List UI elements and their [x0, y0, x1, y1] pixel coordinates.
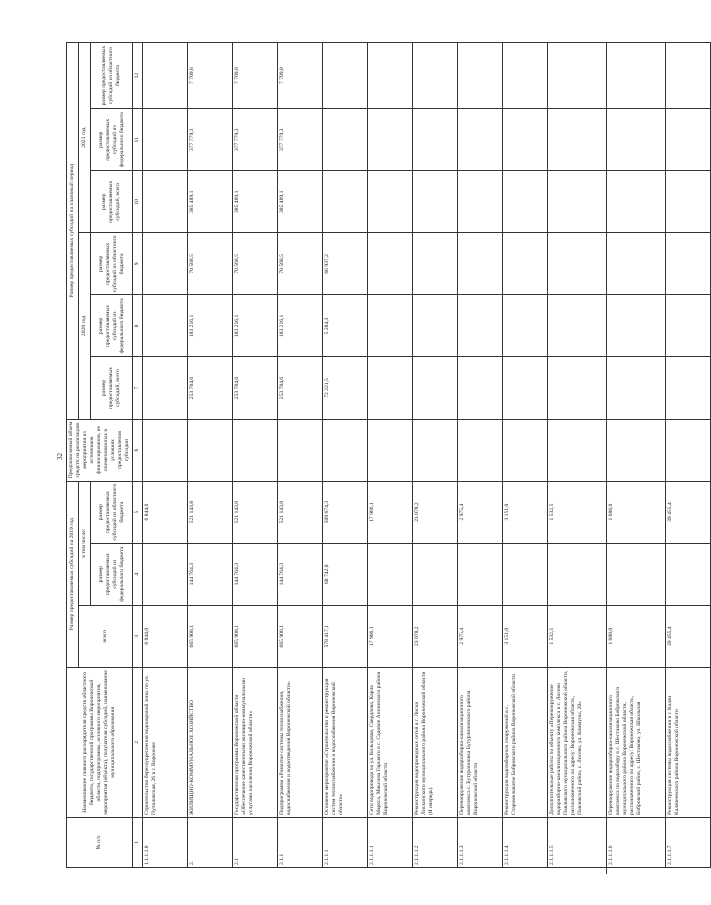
- row-number: 2.1: [232, 817, 277, 867]
- total-2021: [367, 171, 412, 233]
- cofin-value: [367, 419, 412, 481]
- fed-2020: 5 284,3: [322, 295, 367, 357]
- header-including: в том числе:: [79, 481, 91, 605]
- total-2021: [322, 171, 367, 233]
- table-row: [277, 43, 322, 868]
- reg-2021: [606, 43, 665, 109]
- total-2019: 665 908,1: [232, 605, 277, 667]
- total-2019: 6 844,0: [142, 605, 187, 667]
- reg-2021: [457, 43, 502, 109]
- row-number: 2.1.1.1: [322, 817, 367, 867]
- reg-2020: [457, 233, 502, 295]
- reg-2020: [665, 233, 710, 295]
- reg-2019: 1 688,0: [606, 481, 665, 543]
- reg-2020: 66 937,2: [322, 233, 367, 295]
- reg-2019: 509 674,3: [322, 481, 367, 543]
- total-2019: 665 908,1: [277, 605, 322, 667]
- fed-2020: [457, 295, 502, 357]
- table-row: [142, 43, 187, 868]
- total-2020: 253 784,6: [277, 357, 322, 419]
- reg-2021: [367, 43, 412, 109]
- total-2021: [665, 171, 710, 233]
- reg-2021: [142, 43, 187, 109]
- cofin-value: [232, 419, 277, 481]
- header-fed-2019: размер предоставляемых субсидий из федерального бюджета: [91, 543, 132, 605]
- fed-2019: [142, 543, 187, 605]
- total-2019: 3 151,0: [502, 605, 547, 667]
- reg-2021: 7 709,8: [232, 43, 277, 109]
- cofin-value: [665, 419, 710, 481]
- row-number: 2.1.1.1.2: [412, 817, 457, 867]
- row-name: Основное мероприятие «Строительство и реконструкция систем теплоснабжения и водоснабжения Воронежской области»: [322, 667, 367, 817]
- fed-2021: [412, 109, 457, 171]
- fed-2021: [142, 109, 187, 171]
- row-name: Реконструкция водозаборных сооружений в с. Старомеловатое Бобровского района Воронежской области: [502, 667, 547, 817]
- total-2019: 17 966,1: [367, 605, 412, 667]
- fed-2020: [367, 295, 412, 357]
- fed-2020: [665, 295, 710, 357]
- cofin-value: [502, 419, 547, 481]
- reg-2019: 3 151,0: [502, 481, 547, 543]
- total-2021: [412, 171, 457, 233]
- column-index: 6: [132, 419, 142, 481]
- column-index: 9: [132, 233, 142, 295]
- table-row: [232, 43, 277, 868]
- table-row: [322, 43, 367, 868]
- rotated-page: [56, 42, 680, 868]
- fed-2021: 377 779,3: [232, 109, 277, 171]
- column-index: 3: [132, 605, 142, 667]
- total-2019: 665 908,1: [187, 605, 232, 667]
- reg-2020: 70 568,5: [187, 233, 232, 295]
- total-2019: 1 532,5: [547, 605, 606, 667]
- row-name: Государственная программа Воронежской области «Обеспечение качественными жилищно-коммунальными услугами населения Воронежской области»: [232, 667, 277, 817]
- total-2020: [502, 357, 547, 419]
- total-2019: 578 417,1: [322, 605, 367, 667]
- column-index: 11: [132, 109, 142, 171]
- fed-2020: [502, 295, 547, 357]
- row-number: 2.1.1: [277, 817, 322, 867]
- reg-2020: [547, 233, 606, 295]
- column-index: 1: [132, 817, 142, 867]
- fed-2019: 68 742,8: [322, 543, 367, 605]
- table-row: [457, 43, 502, 868]
- header-total-2021: размер предоставляемых субсидий, всего: [91, 171, 132, 233]
- header-year-2021: 2021 год: [79, 43, 91, 233]
- fed-2019: 144 764,3: [232, 543, 277, 605]
- row-number: 2.1.1.1.1: [367, 817, 412, 867]
- column-index: 8: [132, 295, 142, 357]
- row-number: 2.: [187, 817, 232, 867]
- reg-2021: 7 709,8: [187, 43, 232, 109]
- reg-2020: 70 568,5: [277, 233, 322, 295]
- total-2020: [142, 357, 187, 419]
- total-2020: [547, 357, 606, 419]
- fed-2020: [412, 295, 457, 357]
- reg-2019: 39 455,4: [665, 481, 710, 543]
- fed-2019: [367, 543, 412, 605]
- header-num: № п/п: [67, 817, 133, 867]
- header-reg-2020: размер предоставляемых субсидий из областного бюджета: [91, 233, 132, 295]
- row-number: 2.1.1.1.5: [547, 817, 606, 867]
- header-reg-2019: размер предоставляемых субсидий из областного бюджета: [91, 481, 132, 543]
- fed-2021: [502, 109, 547, 171]
- reg-2019: 521 143,8: [277, 481, 322, 543]
- header-fed-2021: размер предоставляемых субсидий из федерального бюджета: [91, 109, 132, 171]
- row-name: Реконструкция водопроводных сетей в г. Лиски Лискинского муниципального района Воронежской области (II очередь): [412, 667, 457, 817]
- fed-2020: 183 216,1: [187, 295, 232, 357]
- fed-2019: 144 764,3: [187, 543, 232, 605]
- total-2020: [606, 357, 665, 419]
- row-number: 1.1.1.1.8: [142, 817, 187, 867]
- reg-2021: [412, 43, 457, 109]
- total-2020: 72 221,5: [322, 357, 367, 419]
- reg-2019: 17 966,1: [367, 481, 412, 543]
- total-2020: [665, 357, 710, 419]
- cofin-value: [547, 419, 606, 481]
- header-name: Наименование главного распорядителя средств областного бюджета, государственной программы Воронежской области, подпрограммы, основного мероприятия, мероприятия (объекта), получателя субсидий, наименование муниципального образования: [67, 667, 133, 817]
- reg-2021: [502, 43, 547, 109]
- total-2019: 39 455,4: [665, 605, 710, 667]
- fed-2020: [547, 295, 606, 357]
- fed-2020: [142, 295, 187, 357]
- cofin-value: [277, 419, 322, 481]
- header-fed-2020: размер предоставляемых субсидий из федерального бюджета: [91, 295, 132, 357]
- row-name: Дополнительные работы по объекту «Перевооружение водоразборно-канализационного комплекса в с. Лосево Павловского муниципального района Воронежской области, расположенного по адресу: Воронежская область, Павловский район, с. Лосево, ул. Коммуны, 20»: [547, 667, 606, 817]
- subsidies-table: [66, 42, 711, 868]
- reg-2021: [322, 43, 367, 109]
- column-index: 2: [132, 667, 142, 817]
- table-row: [665, 43, 710, 868]
- column-index-row: [132, 43, 142, 868]
- total-2019: 23 078,2: [412, 605, 457, 667]
- total-2021: [606, 171, 665, 233]
- total-2020: [457, 357, 502, 419]
- row-name: Строительство берегоукрепления водоохраной зоны по ул. Путиловская, 26 в г. Воронеже: [142, 667, 187, 817]
- cofin-value: [322, 419, 367, 481]
- table-row: [502, 43, 547, 868]
- row-number: 2.1.1.1.7: [665, 817, 710, 867]
- fed-2021: [606, 109, 665, 171]
- reg-2019: 521 143,8: [232, 481, 277, 543]
- total-2020: 253 784,6: [187, 357, 232, 419]
- table-row: [606, 43, 665, 868]
- fed-2019: [665, 543, 710, 605]
- fed-2021: [457, 109, 502, 171]
- row-name: Перевооружение водоразборно-канализационного комплекса с. Бутурлиновка Бутурлиновского района Воронежской области: [457, 667, 502, 817]
- page-number: 32: [56, 453, 64, 460]
- total-2019: 2 975,4: [457, 605, 502, 667]
- total-2020: 253 784,6: [232, 357, 277, 419]
- fed-2020: [606, 295, 665, 357]
- fed-2019: [457, 543, 502, 605]
- column-index: 4: [132, 543, 142, 605]
- fed-2021: [547, 109, 606, 171]
- reg-2019: 1 532,5: [547, 481, 606, 543]
- cofin-value: [412, 419, 457, 481]
- fed-2020: 183 216,1: [232, 295, 277, 357]
- fed-2020: 183 216,1: [277, 295, 322, 357]
- table-row: [412, 43, 457, 868]
- header-total-2019: всего: [79, 605, 133, 667]
- total-2021: 385 489,1: [232, 171, 277, 233]
- column-index: 10: [132, 171, 142, 233]
- reg-2019: 23 078,2: [412, 481, 457, 543]
- column-index: 7: [132, 357, 142, 419]
- reg-2020: [412, 233, 457, 295]
- fed-2019: 144 764,3: [277, 543, 322, 605]
- cofin-value: [457, 419, 502, 481]
- cofin-value: [187, 419, 232, 481]
- cofin-value: [142, 419, 187, 481]
- fed-2021: [665, 109, 710, 171]
- header-plan: Размер предоставляемых субсидий на плановый период: [67, 43, 79, 420]
- fed-2021: [322, 109, 367, 171]
- total-2020: [412, 357, 457, 419]
- fed-2019: [547, 543, 606, 605]
- reg-2020: [142, 233, 187, 295]
- header-reg-2021: размер предоставляемых субсидий из областного бюджета: [91, 43, 132, 109]
- reg-2021: 7 709,8: [277, 43, 322, 109]
- total-2021: [457, 171, 502, 233]
- reg-2020: [606, 233, 665, 295]
- row-number: 2.1.1.1.6: [606, 817, 665, 867]
- reg-2020: 70 568,5: [232, 233, 277, 295]
- header-cofin: Предполагаемый объем средств на реализацию мероприятия из источников финансирования, не поименованных в условиях предоставления субсидии: [67, 419, 133, 481]
- total-2021: 385 489,1: [277, 171, 322, 233]
- header-total-2020: размер предоставляемых субсидий, всего: [91, 357, 132, 419]
- fed-2019: [412, 543, 457, 605]
- header-2019: Размер предоставляемых субсидий на 2019 год: [67, 481, 79, 667]
- row-name: Перевооружение водоразборно-канализационного комплекса по водозабору в с. Шестаково Бобровского муниципального района Воронежской области, расположенного по адресу: Воронежская область, Бобровский район, с. Шестаково, ул. Школьная: [606, 667, 665, 817]
- row-name: Подпрограмма «Развитие системы теплоснабжения, водоснабжения и водоотведения Воронежской области»: [277, 667, 322, 817]
- total-2021: [547, 171, 606, 233]
- total-2020: [367, 357, 412, 419]
- fed-2021: [367, 109, 412, 171]
- column-index: 5: [132, 481, 142, 543]
- total-2021: [142, 171, 187, 233]
- row-name: ЖИЛИЩНО-КОММУНАЛЬНОЕ ХОЗЯЙСТВО: [187, 667, 232, 817]
- cofin-value: [606, 419, 665, 481]
- column-index: 12: [132, 43, 142, 109]
- fed-2019: [502, 543, 547, 605]
- reg-2019: 6 844,0: [142, 481, 187, 543]
- row-name: Реконструкция системы водоснабжения в г. Калач Калачеевского района Воронежской области: [665, 667, 710, 817]
- row-number: 2.1.1.1.4: [502, 817, 547, 867]
- fed-2021: 377 779,3: [187, 109, 232, 171]
- row-name: Сети водопровода по ул. Кольцовая, Свердлова, Карла Маркса, Максима Горького в с. Садовое Аннинского района Воронежской области: [367, 667, 412, 817]
- reg-2021: [547, 43, 606, 109]
- table-row: [187, 43, 232, 868]
- reg-2019: 2 975,4: [457, 481, 502, 543]
- reg-2020: [502, 233, 547, 295]
- header-year-2020: 2020 год: [79, 233, 91, 419]
- fed-2021: 377 779,3: [277, 109, 322, 171]
- footer-rule: [606, 574, 607, 874]
- total-2019: 1 688,0: [606, 605, 665, 667]
- table-row: [367, 43, 412, 868]
- row-number: 2.1.1.1.3: [457, 817, 502, 867]
- reg-2019: 521 143,8: [187, 481, 232, 543]
- reg-2021: [665, 43, 710, 109]
- total-2021: 385 489,1: [187, 171, 232, 233]
- table-row: [547, 43, 606, 868]
- fed-2019: [606, 543, 665, 605]
- total-2021: [502, 171, 547, 233]
- reg-2020: [367, 233, 412, 295]
